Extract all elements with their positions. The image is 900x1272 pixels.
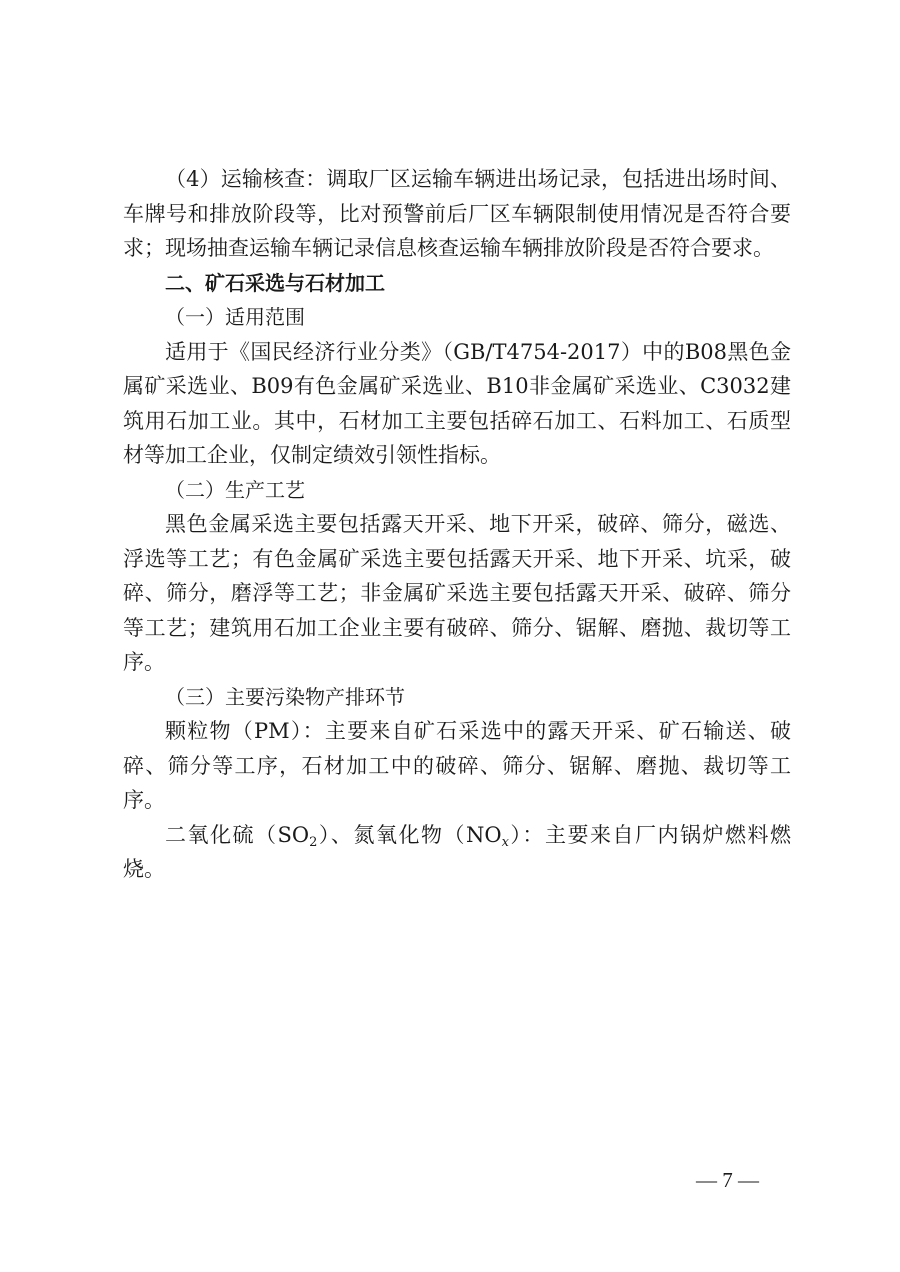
gas-text-mid: ）、氮氧化物（NO (317, 822, 502, 847)
gas-text-suffix: ）：主要来自厂内锅炉燃料燃烧。 (123, 822, 792, 881)
so2-subscript: 2 (309, 834, 318, 850)
paragraph-scope: 适用于《国民经济行业分类》（GB/T4754-2017）中的B08黑色金属矿采选业、B09有色金属矿采选业、B10非金属矿采选业、C3032建筑用石加工业。其中，石材加工主要包括碎石加工、石料加工、石质型材等加工企业，仅制定绩效引领性指标。 (123, 339, 791, 467)
section-title: 二、矿石采选与石材加工 (165, 270, 385, 295)
page-number: — 7 — (696, 1168, 759, 1192)
paragraph-transport-check: （4）运输核查：调取厂区运输车辆进出场记录，包括进出场时间、车牌号和排放阶段等，比对预警前后厂区车辆限制使用情况是否符合要求；现场抽查运输车辆记录信息核查运输车辆排放阶段是否符合要求。 (123, 167, 791, 260)
process-heading: （二）生产工艺 (165, 477, 305, 502)
paragraph-gas (123, 818, 791, 887)
document-body (123, 162, 791, 887)
nox-subscript: x (501, 834, 509, 850)
paragraph-process: 黑色金属采选主要包括露天开采、地下开采，破碎、筛分，磁选、浮选等工艺；有色金属矿采选主要包括露天开采、地下开采、坑采，破碎、筛分，磨浮等工艺；非金属矿采选主要包括露天开采、破碎、筛分等工艺；建筑用石加工企业主要有破碎、筛分、锯解、磨抛、裁切等工序。 (123, 512, 791, 674)
scope-heading: （一）适用范围 (165, 305, 305, 329)
pollutant-heading: （三）主要污染物产排环节 (165, 684, 405, 709)
paragraph-pm: 颗粒物（PM）：主要来自矿石采选中的露天开采、矿石输送、破碎、筛分等工序，石材加工中的破碎、筛分、锯解、磨抛、裁切等工序。 (123, 719, 791, 812)
gas-text-prefix: 二氧化硫（SO (165, 822, 310, 847)
